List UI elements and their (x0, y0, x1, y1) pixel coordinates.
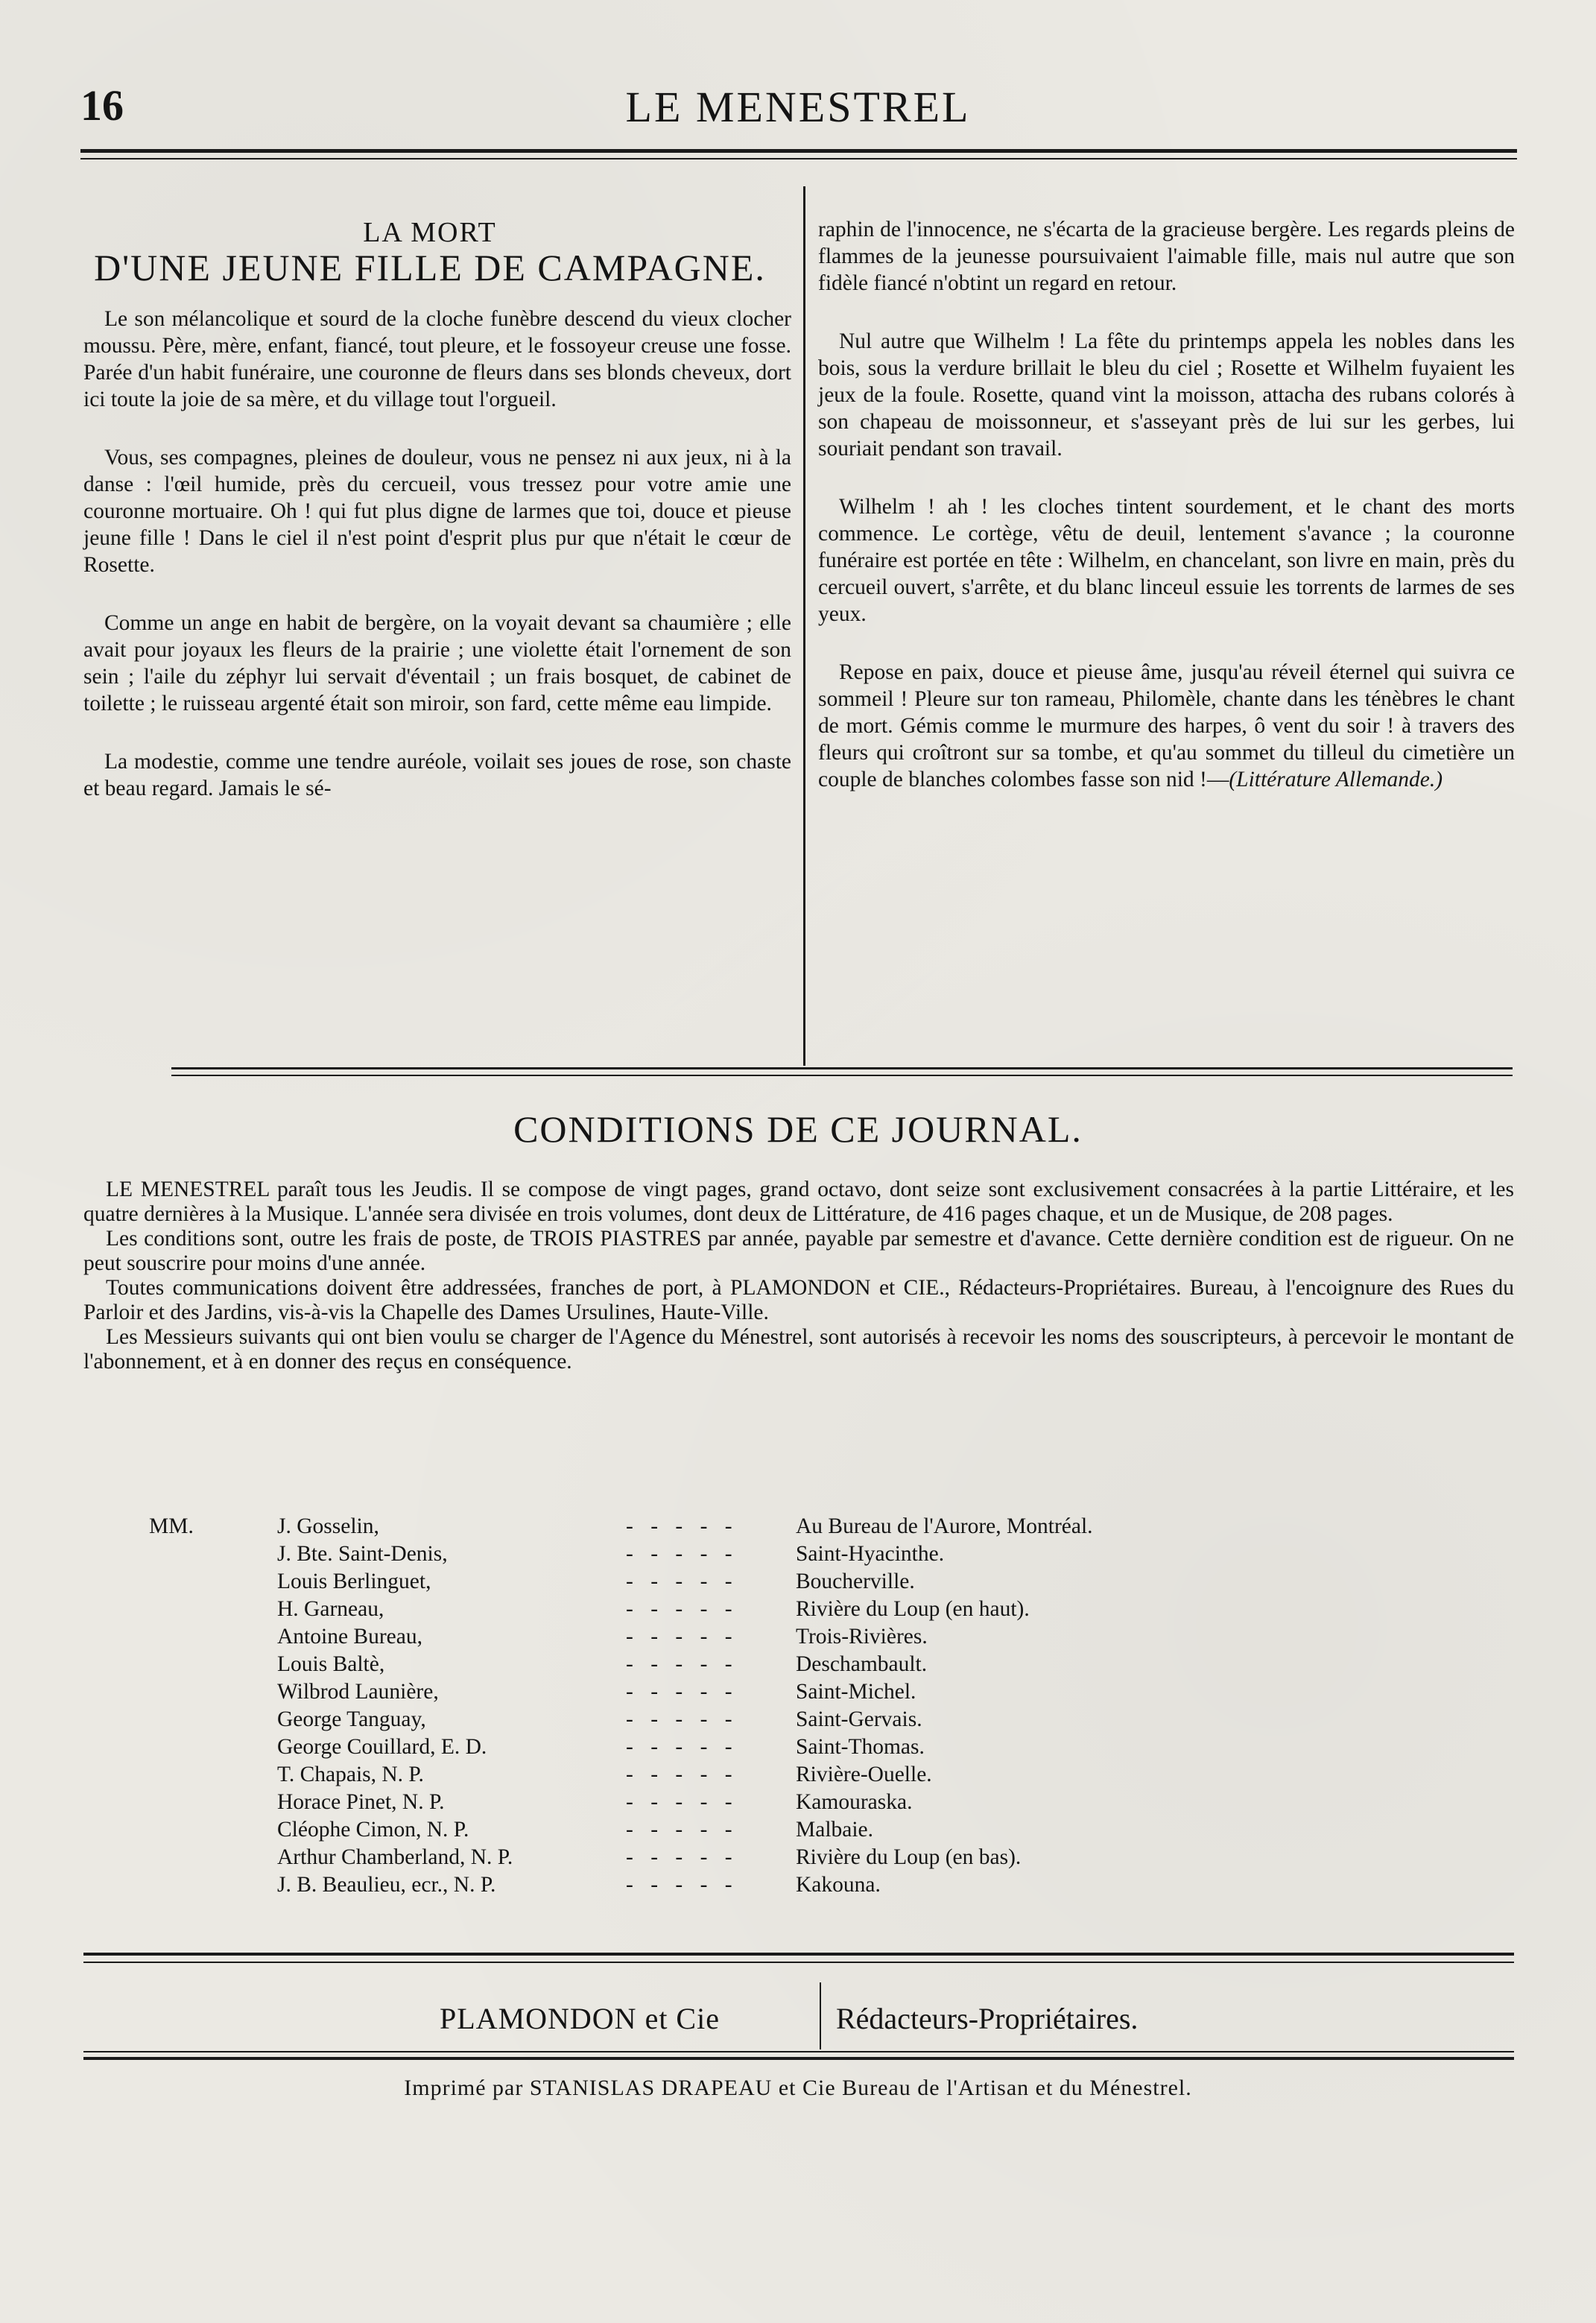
printer-imprint: Imprimé par STANISLAS DRAPEAU et Cie Bureau de l'Artisan et du Ménestrel. (404, 2076, 1192, 2100)
article-title-line2: D'UNE JEUNE FILLE DE CAMPAGNE. (94, 247, 766, 288)
agent-dots: - - - - - (626, 1790, 738, 1814)
article-paragraph: Wilhelm ! ah ! les cloches tintent sourdement, et le chant des morts commence. Le cortège, vêtu de deuil, lentement s'avance ; la couronne funéraire est portée en tête : Wilhelm, en chancelant, son livre en main, près du cercueil ouvert, s'arrête, et du blanc linceul essuie les torrents de larmes de ses yeux. (818, 495, 1515, 626)
agent-name: George Tanguay, (277, 1707, 426, 1731)
agent-place: Saint-Hyacinthe. (796, 1542, 945, 1566)
agent-dots: - - - - - (626, 1625, 738, 1649)
conditions-paragraph: Toutes communications doivent être addressées, franches de port, à PLAMONDON et CIE., Rédacteurs-Propriétaires. Bureau, à l'encoignure des Rues du Parloir et des Jardins, vis-à-vis la Chapelle des Dames Ursulines, Haute-Ville. (83, 1276, 1514, 1324)
header-rule-bottom (80, 158, 1517, 159)
agent-name: Horace Pinet, N. P. (277, 1790, 445, 1814)
agent-name: Antoine Bureau, (277, 1625, 422, 1649)
footer-rule-top (83, 1953, 1514, 1956)
article-paragraph (818, 659, 1515, 793)
article-signature: (Littérature Allemande.) (1229, 768, 1443, 791)
agent-name: H. Garneau, (277, 1597, 384, 1621)
article-paragraph: Nul autre que Wilhelm ! La fête du printemps appela les nobles dans les bois, sous la verdure brillait le bleu du ciel ; Rosette et Wilhelm fuyaient les jeux de la foule. Rosette, quand vint la moisson, attacha des rubans colorés à son chapeau de moissonneur, et s'asseyant près de lui sur les gerbes, lui souriait pendant son travail. (818, 329, 1515, 461)
footer-rule-bottom2 (83, 2057, 1514, 2060)
agent-dots: - - - - - (626, 1763, 738, 1786)
article-paragraph: Comme un ange en habit de bergère, on la voyait devant sa chaumière ; elle avait pour joyaux les fleurs de la prairie ; une violette était l'ornement de son sein ; l'aile du zéphyr lui servait d'éventail ; un frais bosquet, de cabinet de toilette ; le ruisseau argenté était son miroir, son fard, cette même eau limpide. (83, 611, 791, 715)
agent-place: Au Bureau de l'Aurore, Montréal. (796, 1514, 1093, 1538)
agent-name: J. Bte. Saint-Denis, (277, 1542, 448, 1566)
agent-name: Cléophe Cimon, N. P. (277, 1818, 469, 1842)
article-paragraph: Le son mélancolique et sourd de la cloche funèbre descend du vieux clocher moussu. Père, mère, enfant, fiancé, tout pleure, et le fossoyeur creuse une fosse. Parée d'un habit funéraire, une couronne de fleurs dans ses blonds cheveux, dort ici toute la joie de sa mère, et du village tout l'orgueil. (83, 307, 791, 411)
agent-prefix: MM. (149, 1514, 194, 1538)
agent-dots: - - - - - (626, 1735, 738, 1759)
agent-name: J. B. Beaulieu, ecr., N. P. (277, 1873, 496, 1897)
footer-publisher: PLAMONDON et Cie (440, 2002, 720, 2035)
agent-place: Kakouna. (796, 1873, 881, 1897)
footer-rule-top2 (83, 1962, 1514, 1963)
conditions-title: CONDITIONS DE CE JOURNAL. (513, 1108, 1083, 1150)
agent-dots: - - - - - (626, 1873, 738, 1897)
agent-place: Rivière du Loup (en bas). (796, 1845, 1022, 1869)
article-paragraph-text: Repose en paix, douce et pieuse âme, jusqu'au réveil éternel qui suivra ce sommeil ! Pleure sur ton rameau, Philomèle, chante dans les ténèbres le chant de mort. Gémis comme le murmure des harpes, ô vent du soir ! à travers des fleurs qui croîtront sur sa tombe, et qu'au sommet du tilleul du cimetière un couple de blanches colombes fasse son nid !— (818, 660, 1515, 791)
page-number: 16 (80, 81, 124, 130)
agent-place: Malbaie. (796, 1818, 874, 1842)
footer-rule-bottom (83, 2051, 1514, 2052)
agent-dots: - - - - - (626, 1514, 738, 1538)
agent-dots: - - - - - (626, 1652, 738, 1676)
agent-name: Wilbrod Launière, (277, 1680, 439, 1704)
article-paragraph: La modestie, comme une tendre auréole, voilait ses joues de rose, son chaste et beau regard. Jamais le sé- (83, 750, 791, 800)
header-rule-top (80, 149, 1517, 153)
agent-name: Arthur Chamberland, N. P. (277, 1845, 513, 1869)
agent-place: Deschambault. (796, 1652, 928, 1676)
agent-dots: - - - - - (626, 1818, 738, 1842)
agent-dots: - - - - - (626, 1680, 738, 1704)
masthead-title: LE MENESTREL (625, 83, 971, 131)
agent-name: George Couillard, E. D. (277, 1735, 487, 1759)
column-divider (803, 186, 805, 1066)
section-rule-top (171, 1067, 1513, 1069)
conditions-paragraph: Les conditions sont, outre les frais de poste, de TROIS PIASTRES par année, payable par semestre et d'avance. Cette dernière condition est de rigueur. On ne peut souscrire pour moins d'une année. (83, 1227, 1514, 1275)
agent-place: Boucherville. (796, 1570, 915, 1593)
agent-name: J. Gosselin, (277, 1514, 379, 1538)
agent-place: Rivière-Ouelle. (796, 1763, 932, 1786)
agent-dots: - - - - - (626, 1542, 738, 1566)
agent-name: Louis Berlinguet, (277, 1570, 431, 1593)
conditions-paragraph: LE MENESTREL paraît tous les Jeudis. Il se compose de vingt pages, grand octavo, dont seize sont exclusivement consacrées à la partie Littéraire, et les quatre dernières à la Musique. L'année sera divisée en trois volumes, dont deux de Littérature, de 416 pages chaque, et un de Musique, de 208 pages. (83, 1178, 1514, 1226)
article-title-line1: LA MORT (363, 217, 497, 248)
agent-place: Saint-Gervais. (796, 1707, 922, 1731)
agent-dots: - - - - - (626, 1707, 738, 1731)
section-rule-bottom (171, 1075, 1513, 1076)
agent-place: Saint-Michel. (796, 1680, 916, 1704)
agent-place: Rivière du Loup (en haut). (796, 1597, 1030, 1621)
agent-name: Louis Baltè, (277, 1652, 385, 1676)
agent-dots: - - - - - (626, 1845, 738, 1869)
footer-role: Rédacteurs-Propriétaires. (836, 2002, 1139, 2035)
agent-name: T. Chapais, N. P. (277, 1763, 424, 1786)
article-paragraph: Vous, ses compagnes, pleines de douleur, vous ne pensez ni aux jeux, ni à la danse : l'œil humide, près du cercueil, vous tressez pour votre amie une couronne mortuaire. Oh ! qui fut plus digne de larmes que toi, douce et pieuse jeune fille ! Dans le ciel il n'est point d'esprit plus pur que n'était le cœur de Rosette. (83, 446, 791, 577)
agent-place: Trois-Rivières. (796, 1625, 928, 1649)
agent-dots: - - - - - (626, 1597, 738, 1621)
agent-place: Saint-Thomas. (796, 1735, 925, 1759)
right-article-body (818, 216, 1515, 824)
left-article-body (83, 306, 791, 833)
conditions-paragraph: Les Messieurs suivants qui ont bien voulu se charger de l'Agence du Ménestrel, sont autorisés à recevoir les noms des souscripteurs, à percevoir le montant de l'abonnement, et à en donner des reçus en conséquence. (83, 1325, 1514, 1374)
article-paragraph: raphin de l'innocence, ne s'écarta de la gracieuse bergère. Les regards pleins de flammes de la jeunesse poursuivaient l'aimable fille, mais nul autre que son fidèle fiancé n'obtint un regard en retour. (818, 218, 1515, 295)
conditions-body (83, 1178, 1514, 1374)
agent-dots: - - - - - (626, 1570, 738, 1593)
agent-place: Kamouraska. (796, 1790, 913, 1814)
footer-divider (820, 1982, 821, 2049)
